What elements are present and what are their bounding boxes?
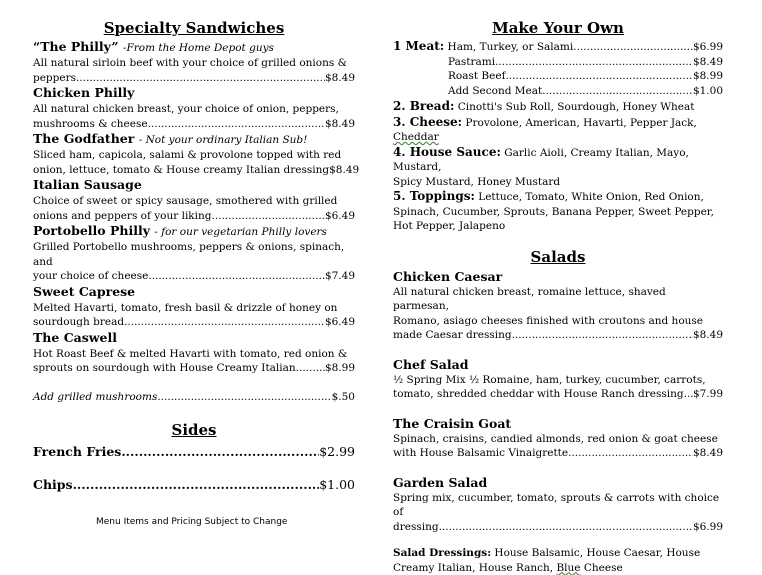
- meat-row: [393, 84, 723, 99]
- meat-name: Ham, Turkey, or Salami: [448, 41, 574, 53]
- sandwich-name: The Godfather - Not your ordinary Italian Sub!: [33, 131, 355, 148]
- dressings-list: House Balsamic, House Caesar, House: [494, 547, 700, 559]
- sandwich-item: [33, 85, 355, 131]
- dot-leader: [512, 328, 693, 343]
- salad-price-line: [393, 328, 723, 343]
- specialty-title: Specialty Sandwiches: [33, 18, 355, 38]
- salad-price-line: [393, 520, 723, 535]
- sandwich-tag: - Not your ordinary Italian Sub!: [139, 134, 308, 146]
- salad-list: [393, 269, 723, 535]
- sandwich-desc: Hot Roast Beef & melted Havarti with tomato, red onion &: [33, 347, 355, 362]
- sandwich-desc: Choice of sweet or spicy sausage, smothered with grilled: [33, 194, 355, 209]
- salad-price: $8.49: [693, 328, 723, 343]
- dressings-line-2: Creamy Italian, House Ranch, Blue Cheese: [393, 561, 723, 575]
- sandwich-name: Portobello Philly - for our vegetarian Philly lovers: [33, 223, 355, 240]
- salad-price-line: [393, 446, 723, 461]
- sauce-options: Garlic Aioli, Creamy Italian, Mayo, Mustard,: [393, 147, 689, 174]
- sandwich-item: [33, 330, 355, 376]
- sandwich-item: [33, 284, 355, 330]
- sandwich-desc: Melted Havarti, tomato, fresh basil & drizzle of honey on: [33, 301, 355, 316]
- sandwich-name: “The Philly” -From the Home Depot guys: [33, 39, 355, 56]
- toppings-row: [393, 189, 723, 205]
- meat-name: Pastrami: [448, 55, 495, 70]
- salad-price: $7.99: [693, 387, 723, 402]
- addon-price: $.50: [332, 390, 355, 405]
- sandwich-tag: - for our vegetarian Philly lovers: [154, 226, 327, 238]
- dot-leader: [573, 40, 693, 55]
- sandwich-price-line: [33, 315, 355, 330]
- dot-leader: [568, 446, 693, 461]
- sandwich-desc: Sliced ham, capicola, salami & provolone topped with red: [33, 148, 355, 163]
- bread-label: 2. Bread:: [393, 99, 454, 113]
- sandwich-price-line: [33, 163, 355, 178]
- meat-row: [393, 39, 723, 55]
- bread-row: [393, 99, 723, 115]
- addon-line: [33, 390, 355, 405]
- dot-leader: [495, 55, 693, 70]
- right-column: [393, 18, 723, 575]
- sandwich-desc-end: onions and peppers of your liking: [33, 209, 212, 224]
- dressings-line: [393, 546, 723, 561]
- sandwich-price: $8.99: [325, 361, 355, 376]
- meat-row: [393, 69, 723, 84]
- sandwich-price-line: [33, 71, 355, 86]
- sandwich-desc-end: onion, lettuce, tomato & House creamy Italian dressing: [33, 163, 329, 178]
- specialty-list: [33, 39, 355, 376]
- side-price: $2.99: [319, 444, 355, 460]
- dot-leader: [212, 209, 325, 224]
- sandwich-price: $8.49: [325, 117, 355, 132]
- meat-label: 1 Meat:: [393, 39, 444, 53]
- salad-desc: All natural chicken breast, romaine lettuce, shaved parmesan,: [393, 285, 723, 314]
- disclaimer: Menu Items and Pricing Subject to Change: [96, 517, 287, 527]
- salad-name: The Craisin Goat: [393, 416, 723, 432]
- make-your-own-title: Make Your Own: [393, 18, 723, 38]
- salad-item: [393, 357, 723, 402]
- sandwich-desc-end: mushrooms & cheese: [33, 117, 148, 132]
- dot-leader: [505, 69, 692, 84]
- salad-item: [393, 269, 723, 343]
- sandwich-item: [33, 39, 355, 85]
- dot-leader: [439, 520, 693, 535]
- cheese-options-2: Cheddar: [393, 131, 439, 143]
- meat-price: $1.00: [693, 84, 723, 99]
- sandwich-price-line: [33, 269, 355, 284]
- salads-title: Salads: [393, 247, 723, 267]
- cheese-row: [393, 115, 723, 131]
- dot-leader: [148, 269, 325, 284]
- sandwich-item: [33, 131, 355, 177]
- salad-desc: Spinach, craisins, candied almonds, red onion & goat cheese: [393, 432, 723, 447]
- side-price: $1.00: [319, 477, 355, 493]
- dot-leader: [124, 315, 325, 330]
- sandwich-item: [33, 177, 355, 223]
- sandwich-price-line: [33, 117, 355, 132]
- side-item: [33, 444, 355, 460]
- meat-row: [393, 55, 723, 70]
- left-column: [33, 18, 355, 493]
- sandwich-name: Italian Sausage: [33, 177, 355, 194]
- sandwich-item: [33, 223, 355, 284]
- sauce-row: [393, 145, 723, 175]
- side-item: [33, 477, 355, 493]
- salad-desc-end: made Caesar dressing: [393, 328, 512, 343]
- salad-desc-end: with House Balsamic Vinaigrette: [393, 446, 568, 461]
- sandwich-desc-end: sprouts on sourdough with House Creamy Italian: [33, 361, 296, 376]
- dot-leader: [157, 390, 331, 405]
- sandwich-desc: All natural chicken breast, your choice of onion, peppers,: [33, 102, 355, 117]
- dot-leader: [73, 477, 320, 493]
- salad-desc-end: tomato, shredded cheddar with House Ranch dressing: [393, 387, 684, 402]
- make-your-own-section: [393, 39, 723, 234]
- dot-leader: [76, 71, 325, 86]
- sandwich-price-line: [33, 361, 355, 376]
- sandwich-name: Chicken Philly: [33, 85, 355, 102]
- salad-price: $6.99: [693, 520, 723, 535]
- salad-price: $8.49: [693, 446, 723, 461]
- cheese-label: 3. Cheese:: [393, 115, 462, 129]
- sandwich-price: $7.49: [325, 269, 355, 284]
- sandwich-desc-end: peppers: [33, 71, 76, 86]
- dressings-block: [393, 546, 723, 575]
- meat-price: $6.99: [693, 40, 723, 55]
- sandwich-price: $6.49: [325, 315, 355, 330]
- sandwich-desc-end: your choice of cheese: [33, 269, 148, 284]
- sandwich-price: $8.49: [329, 163, 359, 178]
- salad-price-line: [393, 387, 723, 402]
- cheese-row-2: [393, 130, 723, 145]
- dot-leader: [296, 361, 325, 376]
- salad-item: [393, 416, 723, 461]
- dot-leader: [542, 84, 693, 99]
- salad-name: Chef Salad: [393, 357, 723, 373]
- sandwich-price: $8.49: [325, 71, 355, 86]
- salad-name: Garden Salad: [393, 475, 723, 491]
- cheese-options: Provolone, American, Havarti, Pepper Jack,: [465, 117, 696, 129]
- meat-name: Add Second Meat: [448, 84, 542, 99]
- meat-price: $8.49: [693, 55, 723, 70]
- sandwich-desc: All natural sirloin beef with your choice of grilled onions &: [33, 56, 355, 71]
- dot-leader: [148, 117, 325, 132]
- meat-name: Roast Beef: [448, 69, 505, 84]
- meat-price: $8.99: [693, 69, 723, 84]
- dot-leader: [684, 387, 693, 402]
- sandwich-price: $6.49: [325, 209, 355, 224]
- sandwich-price-line: [33, 209, 355, 224]
- salad-desc: Romano, asiago cheeses finished with croutons and house: [393, 314, 723, 329]
- salad-desc: ½ Spring Mix ½ Romaine, ham, turkey, cucumber, carrots,: [393, 373, 723, 388]
- toppings-row-2: Spinach, Cucumber, Sprouts, Banana Pepper, Sweet Pepper,: [393, 205, 723, 220]
- bread-options: Cinotti's Sub Roll, Sourdough, Honey Wheat: [458, 101, 695, 113]
- sandwich-name: Sweet Caprese: [33, 284, 355, 301]
- dressings-label: Salad Dressings:: [393, 547, 491, 559]
- sandwich-desc: Grilled Portobello mushrooms, peppers & onions, spinach, and: [33, 240, 355, 269]
- sauce-row-2: Spicy Mustard, Honey Mustard: [393, 175, 723, 190]
- salad-desc: Spring mix, cucumber, tomato, sprouts & carrots with choice of: [393, 491, 723, 520]
- addon-text: Add grilled mushrooms: [33, 390, 157, 405]
- salad-name: Chicken Caesar: [393, 269, 723, 285]
- sandwich-name: The Caswell: [33, 330, 355, 347]
- toppings-options: Lettuce, Tomato, White Onion, Red Onion,: [478, 191, 704, 203]
- salad-desc-end: dressing: [393, 520, 439, 535]
- sandwich-tag: -From the Home Depot guys: [123, 42, 274, 54]
- side-name: Chips: [33, 477, 73, 493]
- sandwich-desc-end: sourdough bread: [33, 315, 124, 330]
- sides-title: Sides: [33, 420, 355, 440]
- salad-item: [393, 475, 723, 535]
- dot-leader: [121, 444, 319, 460]
- sauce-label: 4. House Sauce:: [393, 145, 501, 159]
- side-name: French Fries: [33, 444, 121, 460]
- toppings-row-3: Hot Pepper, Jalapeno: [393, 219, 723, 234]
- toppings-label: 5. Toppings:: [393, 189, 475, 203]
